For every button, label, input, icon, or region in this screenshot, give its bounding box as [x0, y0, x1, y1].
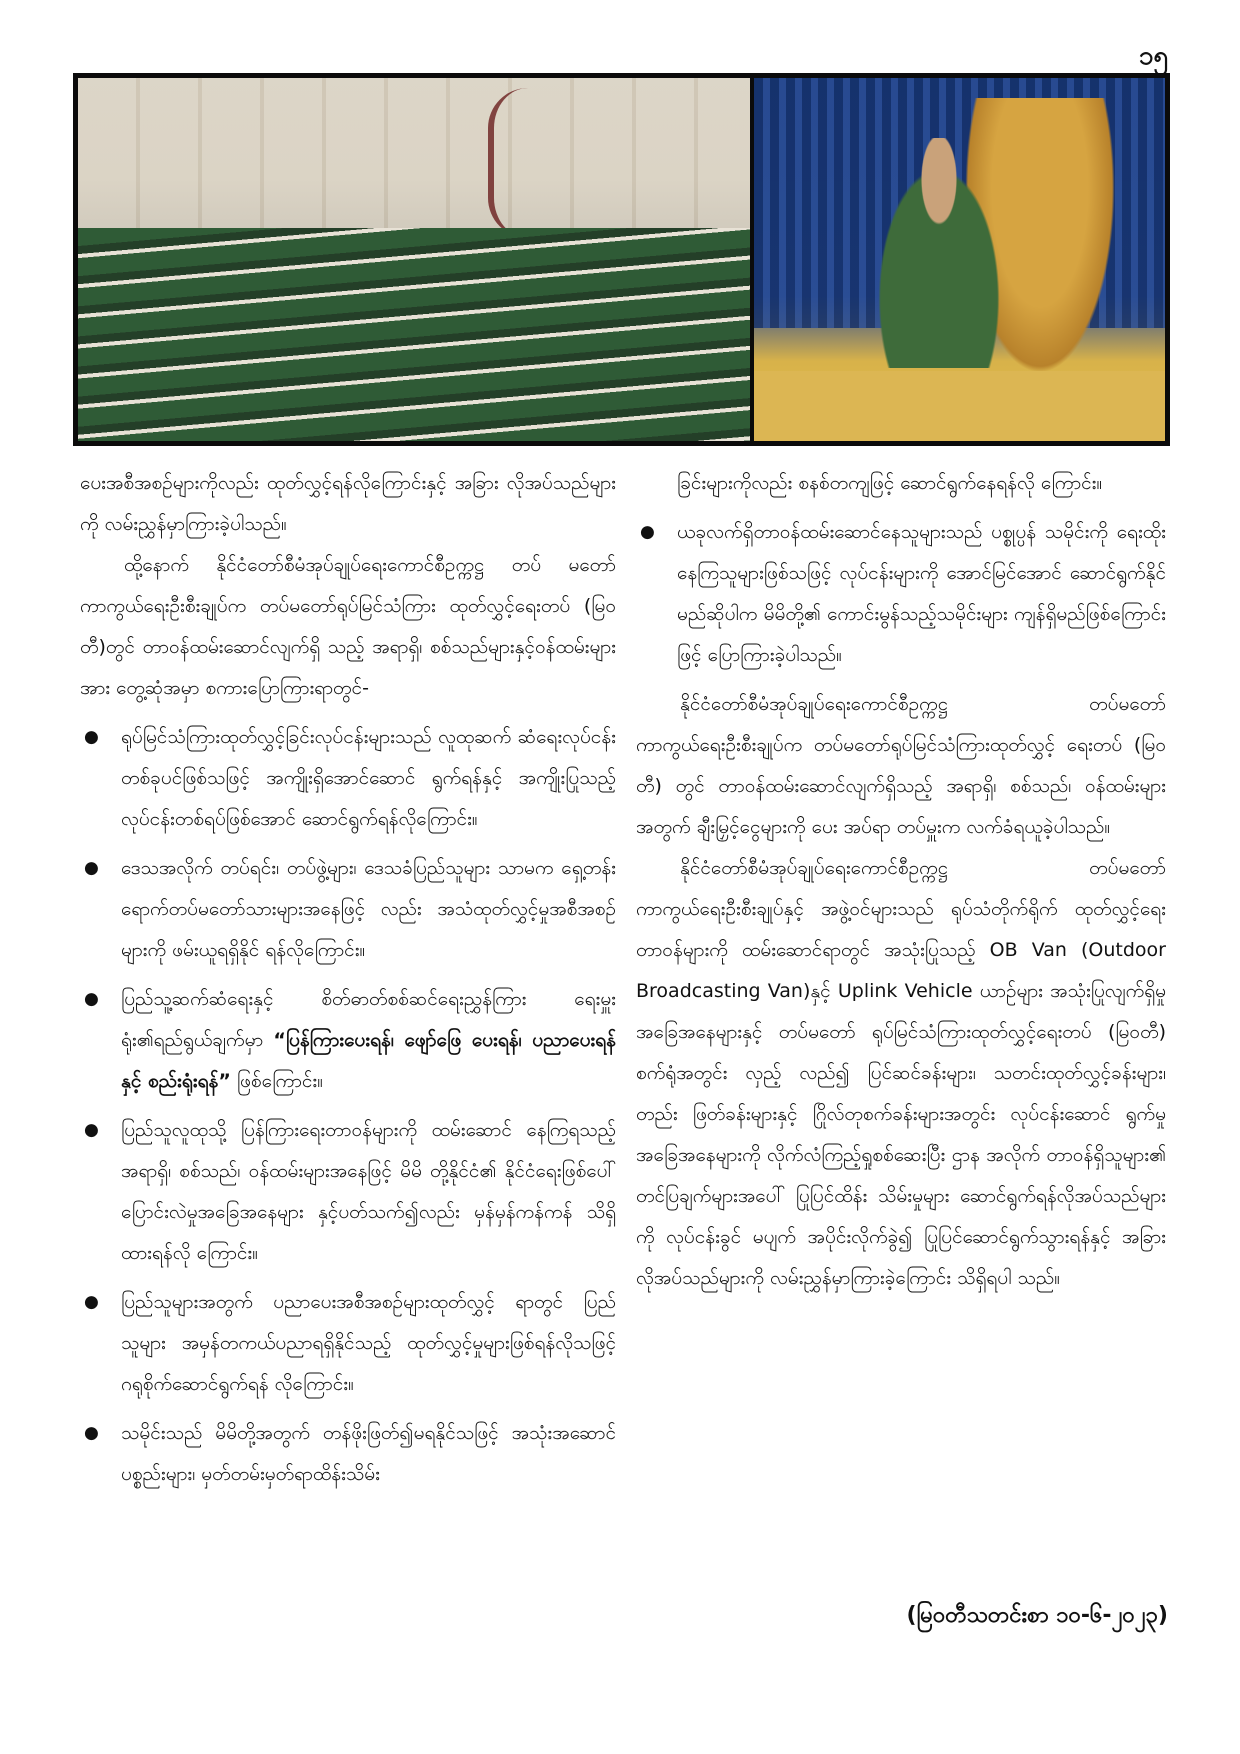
left-paragraph-1: ပေးအစီအစဉ်များကိုလည်း ထုတ်လွှင့်ရန်လိုကြောင်းနှင့် အခြား လိုအပ်သည်များကို လမ်းညွှန်မှာကြားခဲ့ပါသည်။ [80, 472, 616, 535]
source-credit: (မြဝတီသတင်းစာ ၁၀-၆-၂၀၂၃) [906, 1603, 1168, 1628]
bullet-text: ပြည်သူ့ဆက်ဆံရေးနှင့် စိတ်ဓာတ်စစ်ဆင်ရေးညွှန်ကြား ရေးမှူးရုံး၏ရည်ရွယ်ချက်မှာ [121, 988, 616, 1051]
hall-wall [78, 78, 750, 248]
bullet-item: ● ပြည်သူများအတွက် ပညာပေးအစီအစဉ်များထုတ်လွှင့် ရာတွင် ပြည်သူများ အမှန်တကယ်ပညာရရှိနိုင်သည့် ထုတ်လွှင့်မှုများဖြစ်ရန်လိုသဖြင့် ဂရုစိုက်ဆောင်ရွက်ရန် လိုကြောင်း။ [80, 1282, 616, 1405]
bullet-item: ● ရုပ်မြင်သံကြားထုတ်လွှင့်ခြင်းလုပ်ငန်းများသည် လူထုဆက် ဆံရေးလုပ်ငန်းတစ်ခုပင်ဖြစ်သဖြင့် အကျိုးရှိအောင်ဆောင် ရွက်ရန်နှင့် အကျိုးပြုသည့် လုပ်ငန်းတစ်ရပ်ဖြစ်အောင် ဆောင်ရွက်ရန်လိုကြောင်း။ [80, 717, 616, 840]
left-column [80, 463, 616, 1503]
right-paragraph-2: နိုင်ငံတော်စီမံအုပ်ချုပ်ရေးကောင်စီဥက္ကဋ္ဌ တပ်မတော် ကာကွယ်ရေးဦးစီးချုပ်နှင့် အဖွဲ့ဝင်များသည် ရုပ်သံတိုက်ရိုက် ထုတ်လွှင့်ရေးတာဝန်များကို ထမ်းဆောင်ရာတွင် အသုံးပြုသည့် OB Van (Outdoor Broadcasting Van)နှင့် Uplink Vehicle ယာဉ်များ အသုံးပြုလျက်ရှိမှုအခြေအနေများနှင့် တပ်မတော် ရုပ်မြင်သံကြားထုတ်လွှင့်ရေးတပ် (မြဝတီ) စက်ရုံအတွင်း လှည့် လည်၍ ပြင်ဆင်ခန်းများ၊ သတင်းထုတ်လွှင့်ခန်းများ၊ တည်း ဖြတ်ခန်းများနှင့် ဂြိုလ်တုစက်ခန်းများအတွင်း လုပ်ငန်းဆောင် ရွက်မှုအခြေအနေများကို လိုက်လံကြည့်ရှုစစ်ဆေးပြီး ဌာန အလိုက် တာဝန်ရှိသူများ၏ တင်ပြချက်များအပေါ် ပြုပြင်ထိန်း သိမ်းမှုများ ဆောင်ရွက်ရန်လိုအပ်သည်များကို လုပ်ငန်းခွင် မပျက် အပိုင်းလိုက်ခွဲ၍ ပြုပြင်ဆောင်ရွက်သွားရန်နှင့် အခြား လိုအပ်သည်များကို လမ်းညွှန်မှာကြားခဲ့ကြောင်း သိရှိရပါ သည်။ [636, 857, 1166, 1289]
seated-audience [78, 228, 750, 441]
photo-frame [73, 73, 1170, 446]
bullet-item: ● သမိုင်းသည် မိမိတို့အတွက် တန်ဖိုးဖြတ်၍မရနိုင်သဖြင့် အသုံးအဆောင်ပစ္စည်းများ၊ မှတ်တမ်းမှတ်ရာထိန်းသိမ်း [80, 1413, 616, 1495]
bullet-item: ● ပြည်သူလူထုသို့ ပြန်ကြားရေးတာဝန်များကို ထမ်းဆောင် နေကြရသည့် အရာရှိ၊ စစ်သည်၊ ဝန်ထမ်းများအနေဖြင့် မိမိ တို့နိုင်ငံ၏ နိုင်ငံရေးဖြစ်ပေါ်ပြောင်းလဲမှုအခြေအနေများ နှင့်ပတ်သက်၍လည်း မှန်မှန်ကန်ကန် သိရှိထားရန်လို ကြောင်း။ [80, 1110, 616, 1274]
speaker-figure [864, 138, 1014, 368]
left-bullet-list [80, 717, 616, 1495]
photo-audience [78, 78, 750, 441]
right-continuation: ခြင်းများကိုလည်း စနစ်တကျဖြင့် ဆောင်ရွက်နေရန်လို ကြောင်း။ [677, 472, 1103, 494]
bullet-item [80, 979, 616, 1102]
bullet-tail: ဖြစ်ကြောင်း။ [230, 1070, 323, 1092]
page-number: ၁၅ [1138, 41, 1168, 71]
bullet-item: ● ယခုလက်ရှိတာဝန်ထမ်းဆောင်နေသူများသည် ပစ္စုပ္ပန် သမိုင်းကို ရေးထိုးနေကြသူများဖြစ်သဖြင့် လုပ်ငန်းများကို အောင်မြင်အောင် ဆောင်ရွက်နိုင်မည်ဆိုပါက မိမိတို့၏ ကောင်းမွန်သည့်သမိုင်းများ ကျန်ရှိမည်ဖြစ်ကြောင်းဖြင့် ပြောကြားခဲ့ပါသည်။ [636, 512, 1166, 676]
bullet-highlight: “ပြန်ကြားပေးရန်၊ ဖျော်ဖြေ ပေးရန်၊ ပညာပေးရန်နှင့် စည်းရုံးရန်” [121, 1029, 616, 1092]
right-paragraph-1: နိုင်ငံတော်စီမံအုပ်ချုပ်ရေးကောင်စီဥက္ကဋ္ဌ တပ်မတော် ကာကွယ်ရေးဦးစီးချုပ်က တပ်မတော်ရုပ်မြင်သံကြားထုတ်လွှင့် ရေးတပ် (မြဝတီ) တွင် တာဝန်ထမ်းဆောင်လျက်ရှိသည့် အရာရှိ၊ စစ်သည်၊ ဝန်ထမ်းများအတွက် ချီးမြှင့်ငွေများကို ပေး အပ်ရာ တပ်မှူးက လက်ခံရယူခဲ့ပါသည်။ [636, 693, 1166, 838]
left-paragraph-2: ထို့နောက် နိုင်ငံတော်စီမံအုပ်ချုပ်ရေးကောင်စီဥက္ကဋ္ဌ တပ် မတော်ကာကွယ်ရေးဦးစီးချုပ်က တပ်မတော်ရုပ်မြင်သံကြား ထုတ်လွှင့်ရေးတပ် (မြဝတီ)တွင် တာဝန်ထမ်းဆောင်လျက်ရှိ သည့် အရာရှိ၊ စစ်သည်များနှင့်ဝန်ထမ်းများအား တွေ့ဆုံအမှာ စကားပြောကြားရာတွင်- [80, 554, 616, 699]
spiral-staircase [488, 88, 554, 238]
right-bullet-list [636, 512, 1166, 676]
photo-speaker [754, 78, 1165, 441]
bullet-item: ● ဒေသအလိုက် တပ်ရင်း၊ တပ်ဖွဲ့များ၊ ဒေသခံပြည်သူများ သာမက ရှေ့တန်းရောက်တပ်မတော်သားများအနေဖြင့် လည်း အသံထုတ်လွှင့်မှုအစီအစဉ်များကို ဖမ်းယူရရှိနိုင် ရန်လိုကြောင်း။ [80, 848, 616, 971]
right-column [636, 463, 1166, 1299]
desk [754, 371, 1165, 441]
